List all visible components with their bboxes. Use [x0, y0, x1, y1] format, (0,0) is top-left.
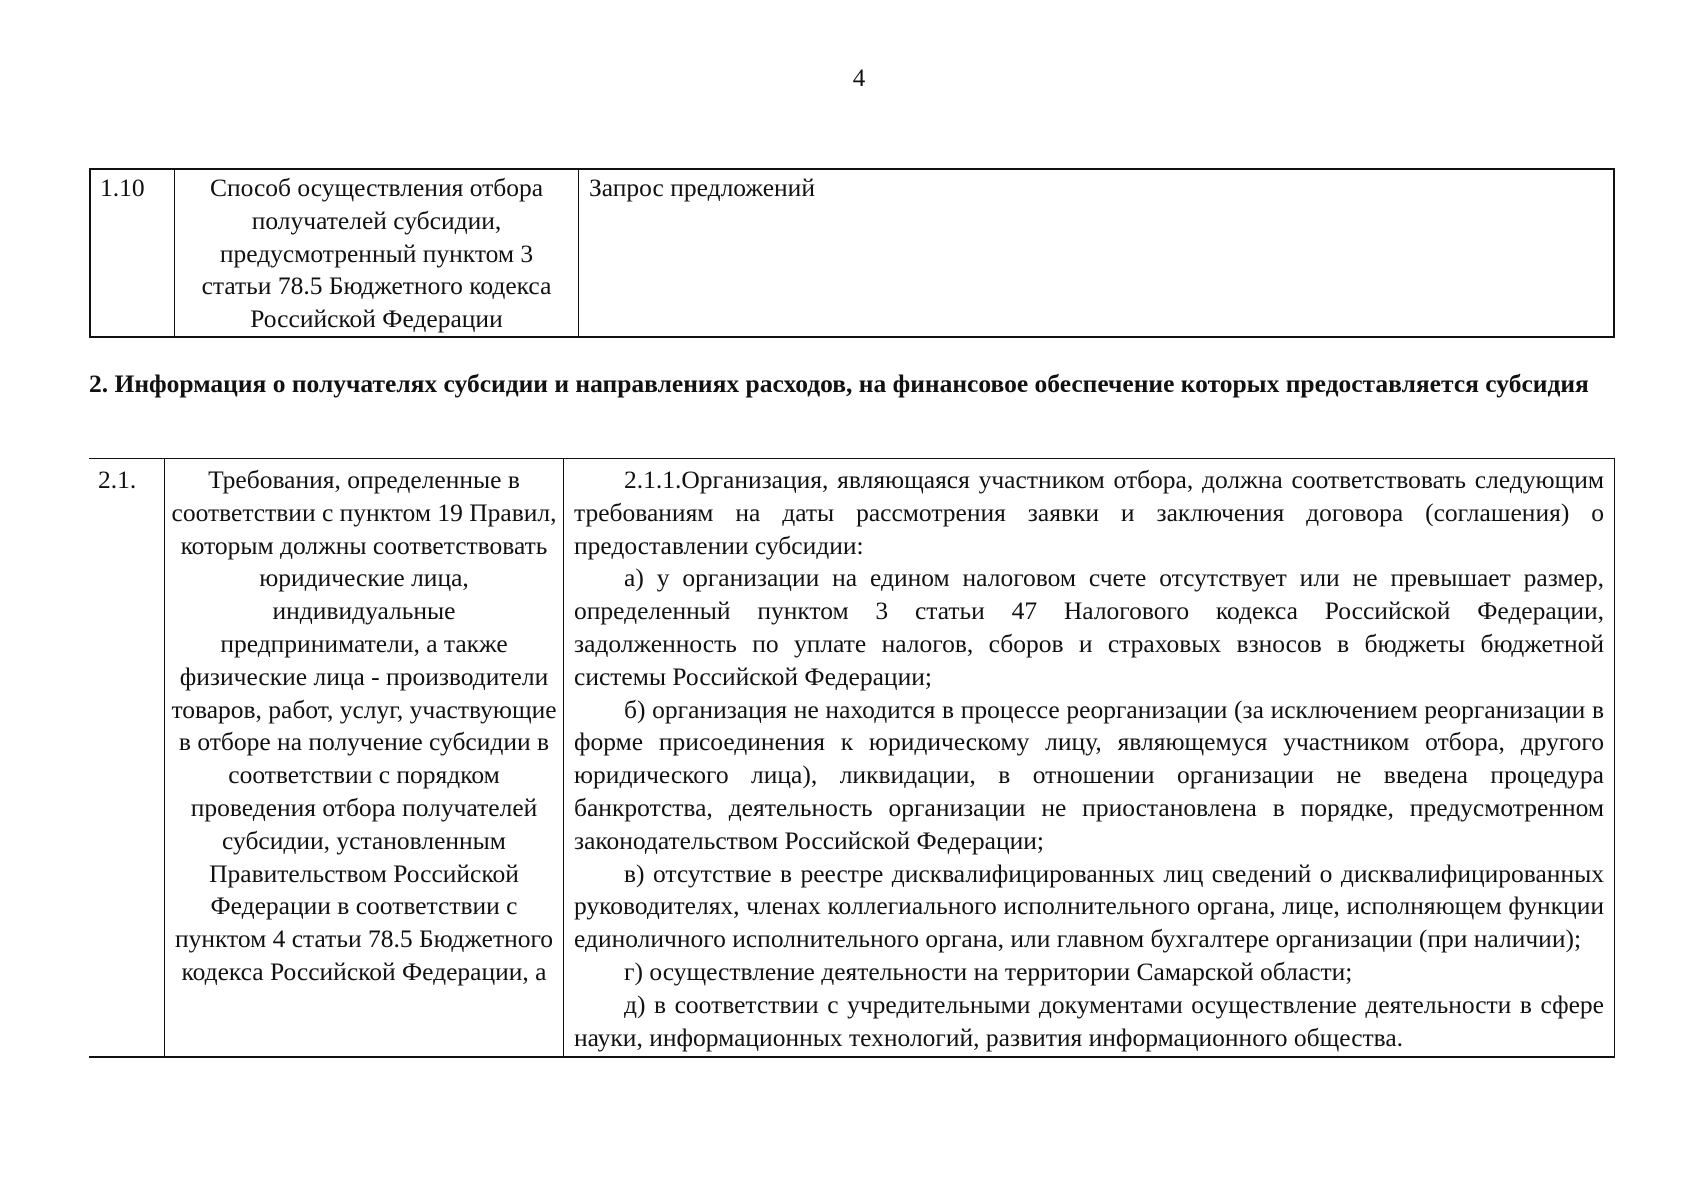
row-label: Способ осуществления отбора получателей субсидии, предусмотренный пунктом 3 статьи 78.5 Бюджетного кодекса Российской Федерации	[175, 169, 579, 337]
requirement-intro: 2.1.1.Организация, являющаяся участником отбора, должна соответствовать следующим требованиям на даты рассмотрения заявки и заключения договора (соглашения) о предоставлении субсидии:	[574, 465, 1604, 560]
requirement-g: г) осуществление деятельности на территории Самарской области;	[624, 956, 1353, 986]
row-number: 1.10	[90, 169, 175, 337]
requirement-a: а) у организации на едином налоговом счете отсутствует или не превышает размер, определенный пунктом 3 статьи 47 Налогового кодекса Российской Федерации, задолженность по уплате налогов, сборов и страховых взносов в бюджеты бюджетной системы Российской Федерации;	[574, 563, 1604, 691]
page-number: 4	[852, 65, 866, 92]
requirement-v: в) отсутствие в реестре дисквалифицированных лиц сведений о дисквалифицированных руководителях, членах коллегиального исполнительного органа, лице, исполняющем функции единоличного исполнительного органа, или главном бухгалтере организации (при наличии);	[574, 858, 1604, 954]
requirement-d: д) в соответствии с учредительными документами осуществление деятельности в сфере науки, информационных технологий, развития информационного общества.	[574, 989, 1604, 1052]
table-row	[89, 459, 1615, 1058]
table-method-of-selection	[89, 168, 1615, 338]
row-number: 2.1.	[89, 459, 165, 1058]
table-row	[90, 169, 1614, 337]
row-requirements	[564, 459, 1615, 1058]
requirement-b: б) организация не находится в процессе реорганизации (за исключением реорганизации в форме присоединения к юридическому лицу, являющемуся участником отбора, другого юридического лица), ликвидации, в отношении организации не введена процедура банкротства, деятельность организации не приостановлена в порядке, предусмотренном законодательством Российской Федерации;	[574, 694, 1604, 855]
row-value: Запрос предложений	[579, 169, 1615, 337]
section-heading: 2. Информация о получателях субсидии и направлениях расходов, на финансовое обеспечение которых предоставляется субсидия	[89, 369, 1589, 398]
row-label: Требования, определенные в соответствии с пунктом 19 Правил, которым должны соответствовать юридические лица, индивидуальные предприниматели, а также физические лица - производители товаров, работ, услуг, участвующие в отборе на получение субсидии в соответствии с порядком проведения отбора получателей субсидии, установленным Правительством Российской Федерации в соответствии с пунктом 4 статьи 78.5 Бюджетного кодекса Российской Федерации, а	[165, 459, 564, 1058]
table-recipient-requirements	[89, 458, 1615, 1058]
